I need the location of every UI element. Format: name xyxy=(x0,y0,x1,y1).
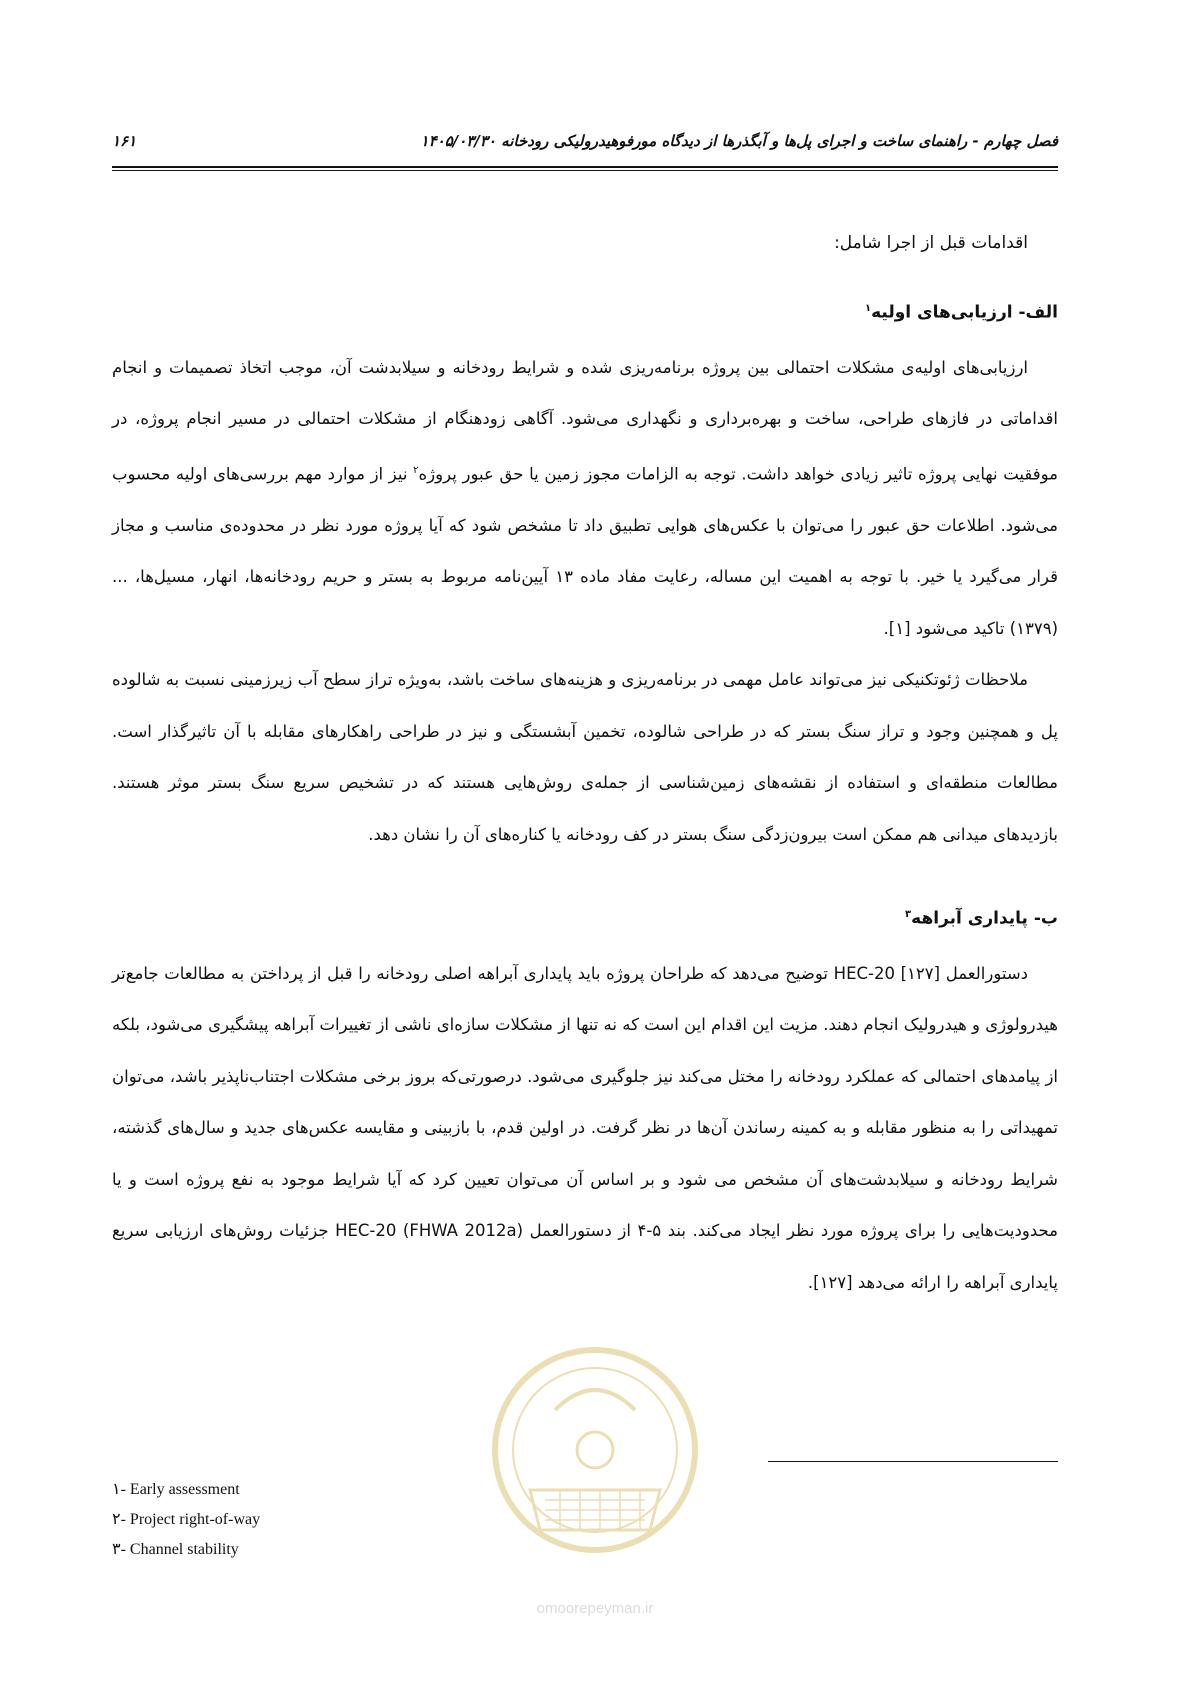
page-header xyxy=(112,128,1058,164)
section-a-paragraph-1-part1: ارزیابی‌های اولیه‌ی مشکلات احتمالی بین پروژه برنامه‌ریزی شده و شرایط رودخانه و سیلابدشت آن، موجب اتخاذ تصمیمات و انجام اقداماتی در فازهای طراحی، ساخت و بهره‌برداری و نگهداری می‌شود. آگاهی زودهنگام از مشکلات احتمالی در مسیر انجام پروژه، در موفقیت نهایی پروژه تاثیر زیادی خواهد داشت. توجه به الزامات مجوز زمین یا حق عبور پروژه xyxy=(112,357,1058,484)
page-body xyxy=(112,228,1058,1308)
footnote-rule xyxy=(768,1461,1058,1462)
section-a-paragraph-2: ملاحظات ژئوتکنیکی نیز می‌تواند عامل مهمی در برنامه‌ریزی و هزینه‌های ساخت باشد، به‌ویژه تراز سطح آب زیرزمینی نسبت به شالوده پل و همچنین وجود و تراز سنگ بستر که در طراحی شالوده، تخمین آبشستگی و نیز در طراحی راهکارهای مقابله با آن تاثیرگذار است. مطالعات منطقه‌ای و استفاده از نقشه‌های زمین‌شناسی از جمله‌ی روش‌هایی هستند که در تشخیص سریع سنگ بستر موثر هستند. بازدیدهای میدانی هم ممکن است بیرون‌زدگی سنگ بستر در کف رودخانه یا کناره‌های آن را نشان دهد. xyxy=(112,670,1058,844)
footnote-2: ۲- Project right-of-way xyxy=(112,1511,261,1528)
section-a-heading-text: الف- ارزیابی‌های اولیه xyxy=(871,302,1058,323)
header-rule xyxy=(112,166,1058,168)
page-number: ۱۶۱ xyxy=(112,132,137,150)
intro-text: اقدامات قبل از اجرا شامل: xyxy=(834,233,1028,253)
section-b-heading-text: ب- پایداری آبراهه xyxy=(911,908,1058,929)
section-a-paragraph-1 xyxy=(112,342,1058,655)
footnote-1: ۱- Early assessment xyxy=(112,1481,240,1498)
footnote-ref-2: ۲ xyxy=(413,464,419,476)
header-rule-thin xyxy=(112,170,1058,171)
section-a-heading xyxy=(112,294,1058,328)
watermark-text: omoorepeyman.ir xyxy=(536,1600,654,1617)
watermark-seal-icon xyxy=(470,1330,720,1600)
footnote-3: ۳- Channel stability xyxy=(112,1541,239,1558)
footnote-ref-1: ۱ xyxy=(865,303,872,314)
footnote-ref-3: ۳ xyxy=(905,909,912,921)
section-b-paragraph: دستورالعمل HEC-20 [۱۲۷] توضیح می‌دهد که طراحان پروژه باید پایداری آبراهه اصلی رودخانه را قبل از پرداختن به مطالعات جامع‌تر هیدرولوژی و هیدرولیک انجام دهند. مزیت این اقدام این است که نه تنها از مشکلات سازه‌ای ناشی از تغییرات آبراهه پیشگیری می‌شود، بلکه از پیامدهای احتمالی که عملکرد رودخانه را مختل می‌کند نیز جلوگیری می‌شود. درصورتی‌که بروز برخی مشکلات اجتناب‌ناپذیر باشد، می‌توان تمهیداتی را به منظور مقابله و به کمینه رساندن آن‌ها در نظر گرفت. در اولین قدم، با بازبینی و مقایسه عکس‌های جدید و سال‌های گذشته، شرایط رودخانه و سیلابدشت‌های آن مشخص می شود و بر اساس آن می‌توان تعیین کرد که آیا شرایط موجود به نفع پروژه است و یا محدودیت‌هایی را برای پروژه مورد نظر ایجاد می‌کند. بند ۵-۴ از دستورالعمل HEC-20 (FHWA 2012a) جزئیات روش‌های ارزیابی سریع پایداری آبراهه را ارائه می‌دهد [۱۲۷]. xyxy=(112,963,1058,1292)
footnotes xyxy=(112,1475,260,1565)
section-b-heading xyxy=(112,900,1058,934)
section-a-paragraph-1-part2: نیز از موارد مهم بررسی‌های اولیه محسوب می‌شود. اطلاعات حق عبور را می‌توان با عکس‌های هوایی تطبیق داد تا مشخص شود که آیا پروژه مورد نظر در محدوده‌ی مناسب و مجاز قرار می‌گیرد یا خیر. با توجه به اهمیت این مساله، رعایت مفاد ماده ۱۳ آیین‌نامه مربوط به بستر و حریم رودخانه‌ها، انهار، مسیل‌ها، ... (۱۳۷۹) تاکید می‌شود [۱]. xyxy=(112,464,1058,638)
watermark xyxy=(470,1330,720,1630)
running-title: فصل چهارم - راهنمای ساخت و اجرای پل‌ها و آبگذرها از دیدگاه مورفوهیدرولیکی رودخانه ۱۴۰۵/۰۳/۳۰ xyxy=(420,132,1058,150)
